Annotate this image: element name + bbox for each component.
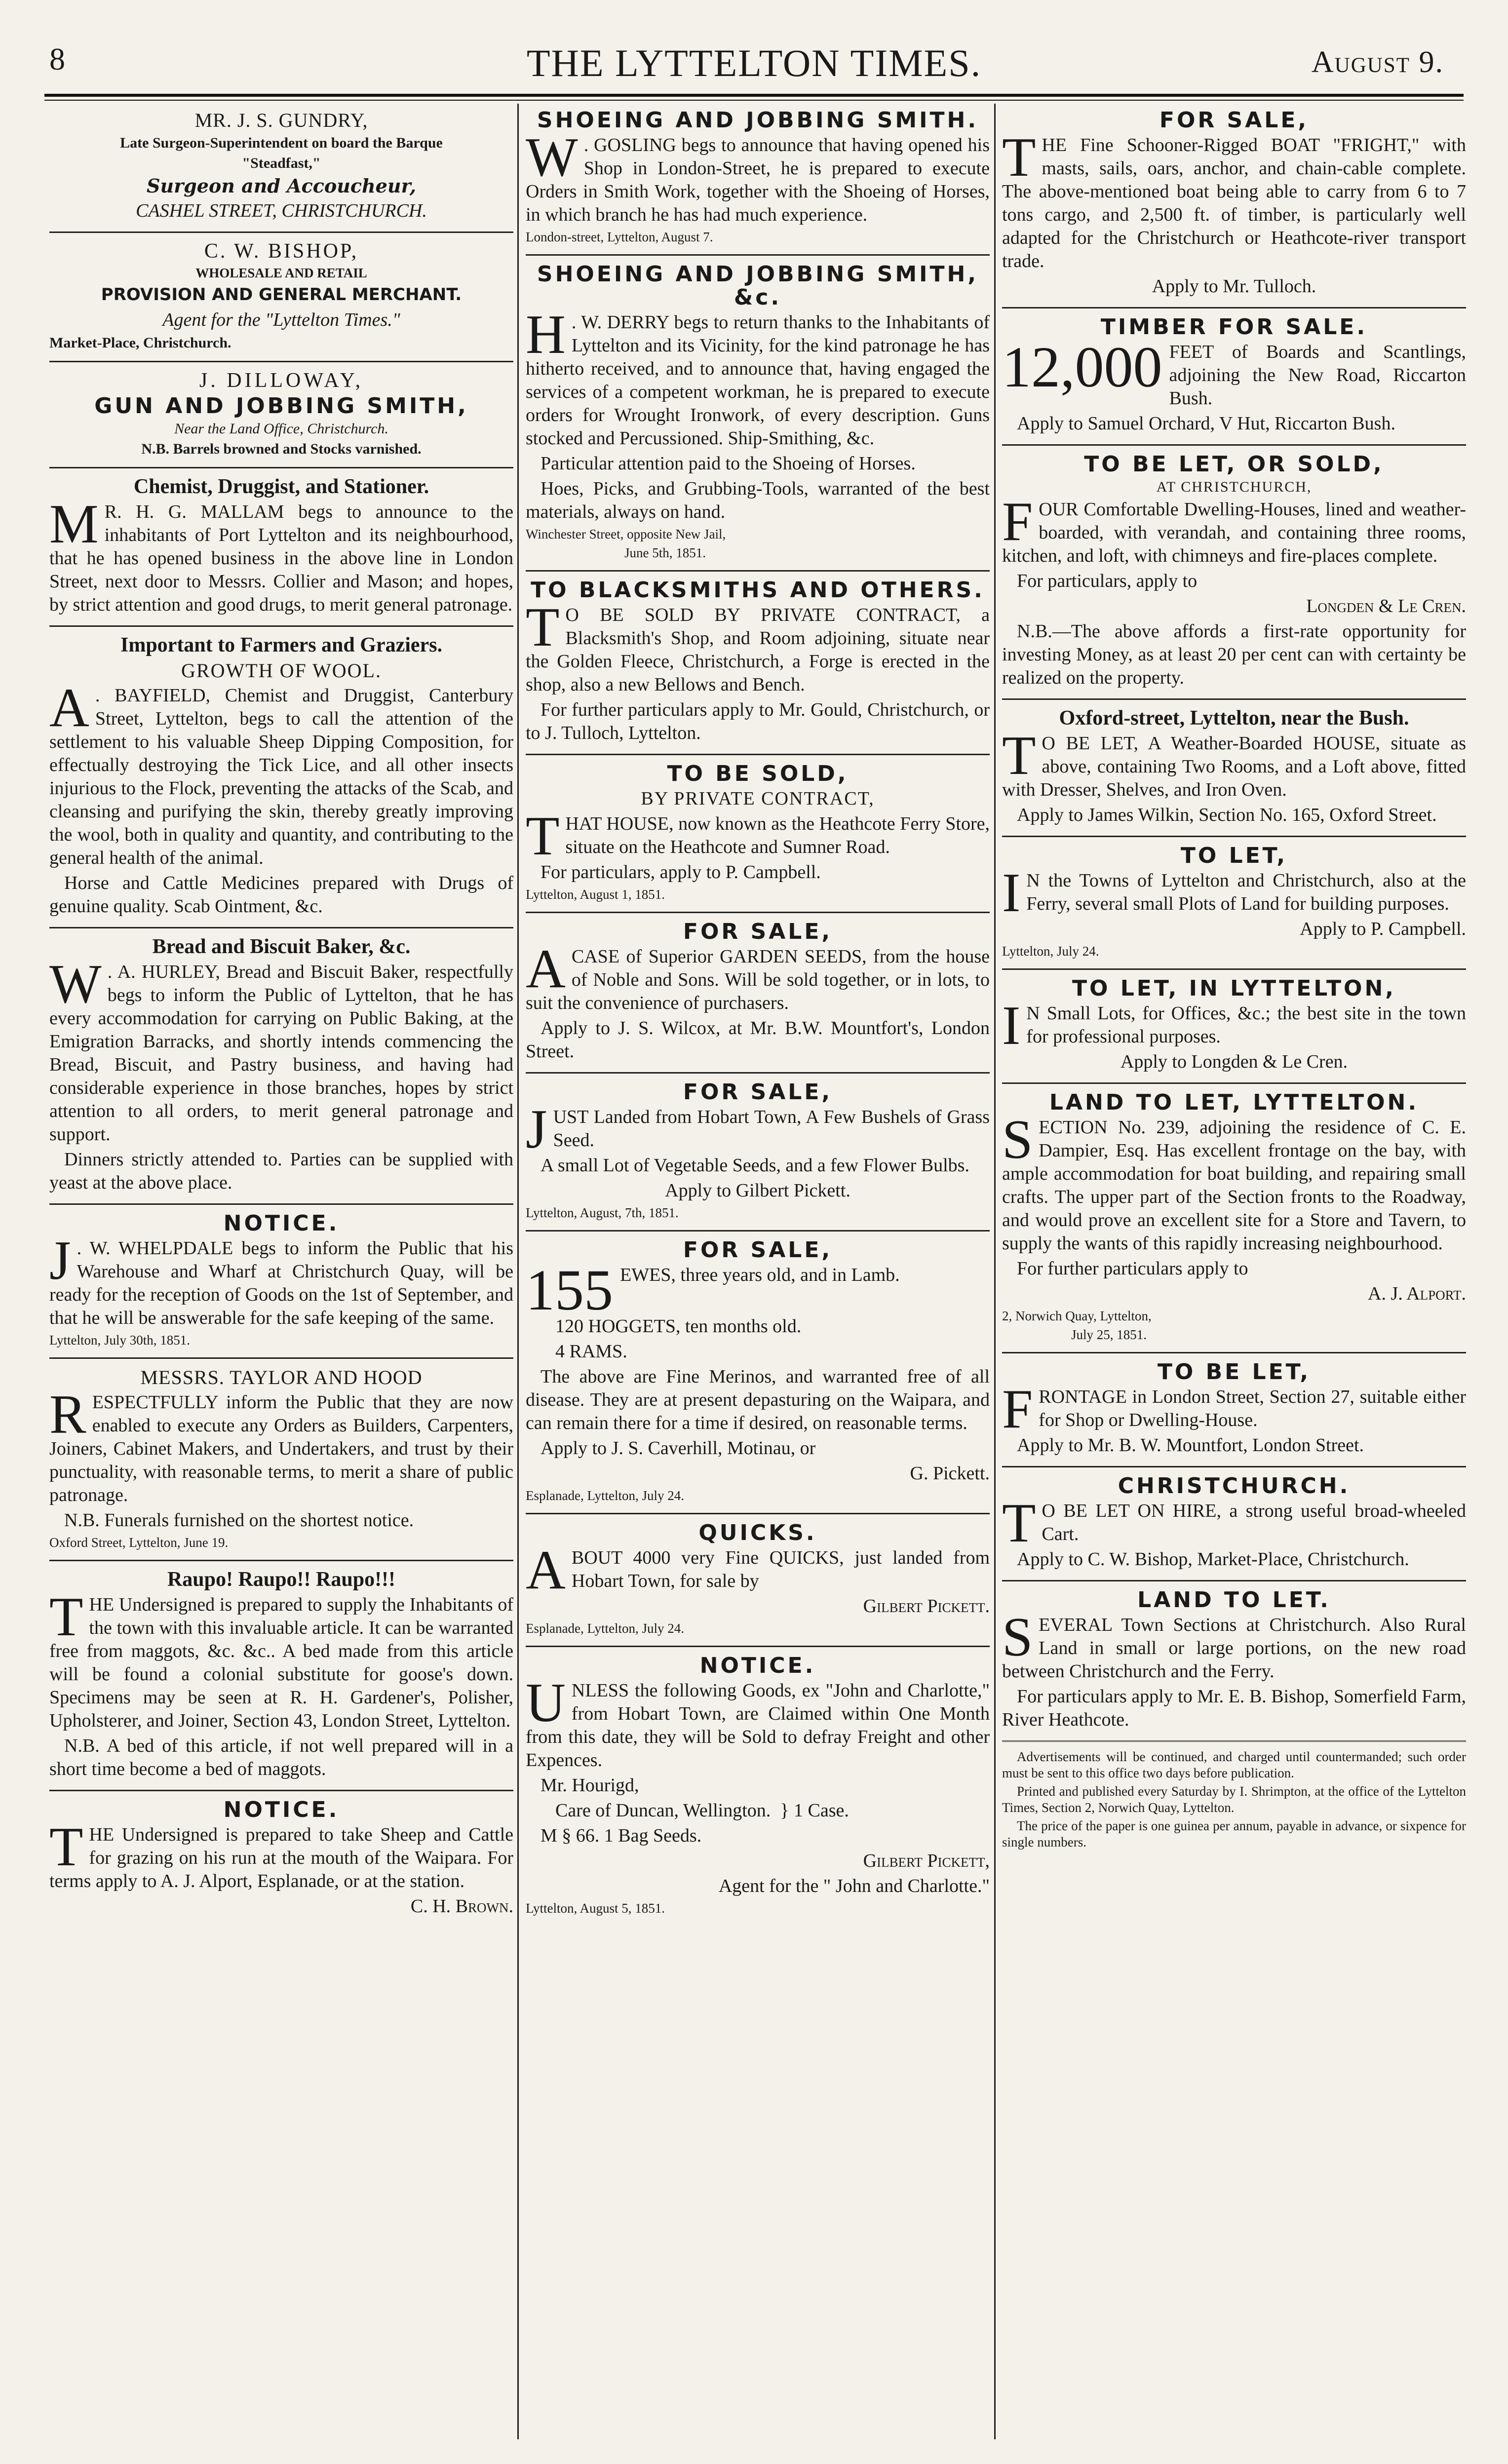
ad-plots: [1002, 844, 1466, 960]
drop-cap: A: [49, 677, 89, 738]
ad-body: UST Landed from Hobart Town, A Few Bushels of Grass Seed.: [553, 1107, 990, 1151]
ad-body: Mr. Hourigd,: [541, 1775, 639, 1796]
ad-heading: NOTICE.: [223, 1211, 340, 1236]
ad-line: Market-Place, Christchurch.: [49, 335, 232, 351]
divider: [526, 570, 990, 572]
drop-cap: T: [49, 1586, 83, 1648]
ad-dateline: Lyttelton, July 24.: [1002, 944, 1099, 959]
ad-body: Apply to C. W. Bishop, Market-Place, Christchurch.: [1017, 1549, 1409, 1570]
ad-body: For particulars apply to Mr. E. B. Bishop, Somerfield Farm, River Heathcote.: [1002, 1686, 1466, 1730]
divider: [526, 912, 990, 913]
ad-body: Apply to Samuel Orchard, V Hut, Riccarton Bush.: [1017, 413, 1395, 434]
ad-garden-seeds: [526, 920, 990, 1063]
ad-signature: C. H. Brown.: [410, 1896, 513, 1917]
ad-dwelling-houses: [1002, 453, 1466, 690]
ad-heading: LAND TO LET.: [1137, 1587, 1331, 1613]
ad-heading: GUN AND JOBBING SMITH,: [94, 393, 468, 419]
divider: [1002, 307, 1466, 308]
ad-signature: Agent for the " John and Charlotte.": [718, 1876, 990, 1896]
ad-frontage: [1002, 1360, 1466, 1457]
ad-body: NLESS the following Goods, ex "John and Charlotte," from Hobart Town, are Claimed within One Month from this date, they will be Sold to defray Freight and other Expences.: [526, 1680, 990, 1771]
ad-body: G. Pickett.: [910, 1463, 990, 1484]
drop-cap: F: [1002, 491, 1033, 552]
ad-body: N the Towns of Lyttelton and Christchurch, also at the Ferry, several small Plots of Land for building purposes.: [1026, 870, 1466, 914]
ad-unclaimed-goods: NOTICE. UNLESS the following Goods, ex "John and Charlotte," from Hobart Town, are Claimed within One Month from this date, they will be Sold to defray Freight and other Expences. Mr. Hourigd, Care of Duncan, Wellington. } 1 Case. M § 66. 1 Bag Seeds. Gilbert Pickett, Agent for the " John and Charlotte." Lyttelton, August 5, 1851.: [526, 1653, 990, 1916]
ad-bishop: [49, 240, 513, 352]
ad-body: HE Undersigned is prepared to supply the Inhabitants of the town with this invaluable article. It can be warranted free from maggots, &c. &c.. A bed made from this article will be found a colonial substitute for goose's down. Specimens may be seen at R. H. Gardener's, Polisher, Upholsterer, and Joiner, Section 43, London Street, Lyttelton.: [49, 1594, 513, 1731]
divider: [49, 467, 513, 468]
ad-body: Dinners strictly attended to. Parties can be supplied with yeast at the above place.: [49, 1149, 513, 1193]
divider: [49, 927, 513, 928]
drop-cap: T: [1002, 1493, 1036, 1554]
ad-ferry-store: [526, 762, 990, 903]
ad-brown: [49, 1798, 513, 1918]
ad-body: Apply to Mr. Tulloch.: [1152, 276, 1316, 297]
ad-heading: FOR SALE,: [683, 1237, 833, 1263]
imprint: [1002, 1749, 1466, 1850]
ad-body: ECTION No. 239, adjoining the residence of C. E. Dampier, Esq. Has excellent frontage on the bay, with ample accommodation for boat building, and repairing small crafts. The upper part of the Section fronts to the Roadway, and would prove an excellent site for a Store and Tavern, to supply the wants of this rapidly increasing neighbourhood.: [1002, 1117, 1466, 1254]
ad-subheading: AT CHRISTCHURCH,: [1156, 479, 1312, 495]
ad-whelpdale: [49, 1212, 513, 1348]
ad-chemist: [49, 475, 513, 616]
ad-line: CASHEL STREET, CHRISTCHURCH.: [136, 200, 427, 221]
big-number: 12,000: [1002, 335, 1162, 399]
ad-heading: Raupo! Raupo!! Raupo!!!: [167, 1568, 396, 1591]
ad-heading: NOTICE.: [699, 1653, 816, 1678]
ad-heading: FOR SALE,: [683, 1079, 833, 1105]
divider: [526, 1230, 990, 1232]
divider: [1002, 836, 1466, 837]
ad-line: Surgeon and Accoucheur,: [147, 175, 416, 197]
ad-gundry: [49, 109, 513, 223]
divider: [49, 1357, 513, 1359]
ad-body: N Small Lots, for Offices, &c.; the best site in the town for professional purposes.: [1026, 1003, 1466, 1047]
ad-bayfield: [49, 634, 513, 918]
ad-dateline: London-street, Lyttelton, August 7.: [526, 230, 713, 244]
ad-body: EVERAL Town Sections at Christchurch. Also Rural Land in small or large portions, on the new road between Christchurch and the Ferry.: [1002, 1615, 1466, 1682]
divider: [1002, 698, 1466, 700]
ad-heading: MESSRS. TAYLOR AND HOOD: [140, 1366, 423, 1388]
column-rule: [994, 104, 996, 2439]
ad-line: Late Surgeon-Superintendent on board the Barque: [120, 135, 443, 151]
ad-oxford-street: [1002, 707, 1466, 827]
divider: [526, 754, 990, 755]
ad-line: WHOLESALE AND RETAIL: [195, 266, 367, 280]
ad-heading: TO BLACKSMITHS AND OTHERS.: [531, 578, 985, 603]
ad-heading: J. DILLOWAY,: [199, 369, 364, 392]
drop-cap: A: [526, 1540, 566, 1601]
ad-signature: A. J. Alport.: [1368, 1283, 1466, 1304]
ad-heading: MR. J. S. GUNDRY,: [194, 109, 368, 131]
imprint-line: Printed and published every Saturday by I. Shrimpton, at the office of the Lyttelton Times, Section 2, Norwich Quay, Lyttelton.: [1002, 1784, 1466, 1815]
drop-cap: S: [1002, 1607, 1033, 1668]
ad-heading: FOR SALE,: [683, 919, 833, 944]
ad-body: FEET of Boards and Scantlings, adjoining the New Road, Riccarton Bush.: [1169, 342, 1466, 409]
ad-body: The above are Fine Merinos, and warranted free of all disease. They are at present depasturing on the Waipara, and can remain there for a time if desired, on reasonable terms.: [526, 1366, 990, 1433]
ad-body: O BE SOLD BY PRIVATE CONTRACT, a Blacksmith's Shop, and Room adjoining, situate near the Golden Fleece, Christchurch, a Forge is erected in the shop, also a new Bellows and Bench.: [526, 605, 990, 695]
ad-body: N.B. Funerals furnished on the shortest notice.: [64, 1510, 414, 1531]
ad-body: M § 66. 1 Bag Seeds.: [541, 1825, 702, 1846]
divider: [526, 1513, 990, 1514]
ad-heading: TO LET, IN LYTTELTON,: [1072, 976, 1396, 1001]
ad-heading: TO LET,: [1180, 843, 1288, 868]
ad-section-239: [1002, 1091, 1466, 1343]
ad-heading: C. W. BISHOP,: [204, 240, 359, 263]
ad-dateline: Esplanade, Lyttelton, July 24.: [526, 1488, 684, 1503]
ad-heading: TO BE LET, OR SOLD,: [1084, 452, 1384, 477]
ad-body: BOUT 4000 very Fine QUICKS, just landed from Hobart Town, for sale by: [571, 1547, 990, 1591]
ad-body: EWES, three years old, and in Lamb.: [620, 1265, 900, 1285]
ad-body: 4 RAMS.: [555, 1341, 627, 1362]
ad-subheading: BY PRIVATE CONTRACT,: [641, 788, 875, 809]
column-rule: [517, 104, 519, 2439]
drop-cap: I: [1002, 862, 1021, 924]
divider: [1002, 1352, 1466, 1353]
ad-line: PROVISION AND GENERAL MERCHANT.: [101, 285, 462, 305]
ad-body: O BE LET ON HIRE, a strong useful broad-wheeled Cart.: [1042, 1501, 1466, 1544]
ad-body: . GOSLING begs to announce that having opened his Shop in London-Street, he is prepared to execute Orders in Smith Work, together with the Shoeing of Horses, in which branch he has had much experience.: [526, 135, 990, 225]
divider: [1002, 1580, 1466, 1581]
ad-grass-seed: [526, 1080, 990, 1221]
ad-blacksmiths: [526, 578, 990, 745]
ad-line: N.B. Barrels browned and Stocks varnished.: [141, 441, 422, 457]
ad-body: Apply to Mr. B. W. Mountfort, London Street.: [1017, 1435, 1364, 1456]
ad-dateline: Lyttelton, August, 7th, 1851.: [526, 1205, 679, 1220]
ad-body: N.B. A bed of this article, if not well prepared will in a short time become a bed of maggots.: [49, 1735, 513, 1779]
ad-body: HAT HOUSE, now known as the Heathcote Ferry Store, situate on the Heathcote and Sumner Road.: [565, 813, 990, 857]
ad-dateline: Lyttelton, August 1, 1851.: [526, 887, 665, 902]
ad-body: . BAYFIELD, Chemist and Druggist, Canterbury Street, Lyttelton, begs to call the attention of the settlement to his valuable Sheep Dipping Composition, for effectually destroying the Tick Lice, and all other insects injurious to the Flock, preventing the attacks of the Scab, and cleansing and purifying the skin, thereby greatly improving the wool, both in quality and quantity, and contributing to the general health of the animal.: [49, 685, 513, 868]
column-2: [526, 109, 990, 2444]
divider: [49, 1203, 513, 1205]
divider: [526, 1072, 990, 1074]
ad-body: For further particulars apply to Mr. Gould, Christchurch, or to J. Tulloch, Lyttelton.: [526, 699, 990, 743]
ad-body: HE Fine Schooner-Rigged BOAT "FRIGHT," with masts, sails, oars, anchor, and chain-cable complete. The above-mentioned boat being able to carry from 6 to 7 tons cargo, and 2,500 ft. of timber, is particularly well adapted for the Christchurch or Heathcote-river transport trade.: [1002, 135, 1466, 271]
divider: [49, 361, 513, 362]
ad-heading: Important to Farmers and Graziers.: [120, 634, 443, 656]
ad-dateline: Winchester Street, opposite New Jail,: [526, 527, 726, 541]
ad-body: Apply to J. S. Wilcox, at Mr. B.W. Mountfort's, London Street.: [526, 1018, 990, 1062]
ad-hurley: [49, 935, 513, 1194]
ad-line: "Steadfast,": [242, 155, 321, 171]
divider: [526, 1646, 990, 1647]
ad-heading: FOR SALE,: [1159, 109, 1309, 133]
ad-dilloway: [49, 369, 513, 458]
ad-body: A small Lot of Vegetable Seeds, and a few Flower Bulbs.: [541, 1155, 969, 1176]
drop-cap: R: [49, 1384, 86, 1445]
masthead: [44, 27, 1464, 96]
ad-dateline: Oxford Street, Lyttelton, June 19.: [49, 1535, 229, 1550]
ad-heading: NOTICE.: [223, 1797, 340, 1822]
divider: [1002, 444, 1466, 446]
ad-gosling: [526, 109, 990, 245]
ad-heading: Oxford-street, Lyttelton, near the Bush.: [1059, 707, 1409, 730]
ad-dateline: 2, Norwich Quay, Lyttelton,: [1002, 1309, 1152, 1323]
divider: [526, 254, 990, 256]
ad-line: Near the Land Office, Christchurch.: [174, 421, 388, 437]
divider: [1002, 968, 1466, 970]
divider: [49, 625, 513, 627]
drop-cap: J: [49, 1230, 71, 1291]
ad-body: For particulars, apply to P. Campbell.: [541, 862, 821, 883]
ad-timber: [1002, 315, 1466, 435]
drop-cap: T: [49, 1816, 83, 1878]
ad-body: Particular attention paid to the Shoeing of Horses.: [541, 453, 916, 474]
ad-body: Apply to J. S. Caverhill, Motinau, or: [541, 1438, 816, 1459]
ad-body: 1 Case.: [794, 1800, 849, 1821]
ad-taylor-hood: [49, 1366, 513, 1551]
ad-signature: Gilbert Pickett,: [863, 1850, 990, 1871]
ad-dateline: Lyttelton, August 5, 1851.: [526, 1901, 665, 1916]
drop-cap: T: [526, 597, 560, 658]
ad-body: Apply to James Wilkin, Section No. 165, Oxford Street.: [1017, 805, 1437, 825]
drop-cap: I: [1002, 995, 1021, 1056]
big-number: 155: [526, 1258, 613, 1322]
ad-body: Apply to P. Campbell.: [1300, 919, 1466, 939]
ad-heading: Bread and Biscuit Baker, &c.: [152, 935, 411, 958]
ad-dateline: Lyttelton, July 30th, 1851.: [49, 1333, 191, 1348]
drop-cap: T: [1002, 725, 1036, 786]
ad-small-lots: [1002, 977, 1466, 1074]
divider: [49, 231, 513, 233]
issue-date: August 9.: [1311, 45, 1444, 79]
ad-body: O BE LET, A Weather-Boarded HOUSE, situate as above, containing Two Rooms, and a Loft above, fitted with Dresser, Shelves, and Iron Oven.: [1002, 733, 1466, 800]
ad-heading: SHOEING AND JOBBING SMITH.: [537, 109, 979, 133]
drop-cap: T: [526, 806, 560, 867]
imprint-line: Advertisements will be continued, and charged until countermanded; such order must be sent to this office two days before publication.: [1002, 1749, 1466, 1780]
ad-body: For further particulars apply to: [1017, 1258, 1248, 1279]
masthead-rule-thin: [44, 100, 1464, 101]
ad-heading: TO BE SOLD,: [667, 761, 849, 786]
ad-body: CASE of Superior GARDEN SEEDS, from the house of Noble and Sons. Will be sold together, or in lots, to suit the convenience of purchasers.: [526, 946, 990, 1013]
ad-body: . A. HURLEY, Bread and Biscuit Baker, respectfully begs to inform the Public of Lyttelton, that he has every accommodation for carrying on Public Baking, at the Emigration Barracks, and shortly intends commencing the Bread, Biscuit, and Pastry business, and having had considerable experience in those branches, hopes by strict attention to all orders, to merit general patronage and support.: [49, 962, 513, 1145]
ad-body: Apply to Longden & Le Cren.: [1120, 1051, 1348, 1072]
ad-raupo: [49, 1568, 513, 1781]
ad-body: RONTAGE in London Street, Section 27, suitable either for Shop or Dwelling-House.: [1039, 1386, 1466, 1430]
drop-cap: W: [49, 954, 102, 1015]
ad-body: R. H. G. MALLAM begs to announce to the inhabitants of Port Lyttelton and its neighbourhood, that he has opened business in the above line in London Street, next door to Messrs. Collier and Mason; and hopes, by strict attention and good drugs, to merit general patronage.: [49, 501, 513, 615]
column-1: [49, 109, 513, 2444]
ad-body: HE Undersigned is prepared to take Sheep and Cattle for grazing on his run at the mouth of the Waipara. For terms apply to A. J. Alport, Esplanade, or at the station.: [49, 1824, 513, 1891]
ad-boat: [1002, 109, 1466, 298]
drop-cap: H: [526, 304, 566, 365]
ad-heading: CHRISTCHURCH.: [1118, 1473, 1351, 1499]
drop-cap: J: [526, 1099, 547, 1160]
ad-body: . W. DERRY begs to return thanks to the Inhabitants of Lyttelton and its Vicinity, for the kind patronage he has hitherto received, and to announce that, having engaged the services of a competent workman, he is prepared to execute orders for Wrought Ironwork, of every description. Guns stocked and Percussioned. Ship-Smithing, &c.: [526, 312, 990, 449]
ad-body: OUR Comfortable Dwelling-Houses, lined and weather-boarded, with verandah, and containing three rooms, kitchen, and loft, with chimneys and fire-places complete.: [1002, 499, 1466, 566]
ad-ewes: [526, 1238, 990, 1504]
ad-derry: [526, 263, 990, 561]
divider: [49, 1790, 513, 1791]
ad-body: . W. WHELPDALE begs to inform the Public that his Warehouse and Wharf at Christchurch Quay, will be ready for the reception of Goods on the 1st of September, and that he will be answerable for the safe keeping of the same.: [49, 1238, 513, 1328]
drop-cap: U: [526, 1672, 566, 1733]
drop-cap: S: [1002, 1109, 1033, 1170]
ad-dateline: Esplanade, Lyttelton, July 24.: [526, 1621, 684, 1636]
column-3: [1002, 109, 1466, 2444]
ad-body: N.B.—The above affords a first-rate opportunity for investing Money, as at least 20 per cent can with certainty be realized on the property.: [1002, 621, 1466, 688]
ad-signature: Longden & Le Cren.: [1306, 596, 1466, 616]
ad-heading: Chemist, Druggist, and Stationer.: [133, 475, 429, 498]
ad-subheading: GROWTH OF WOOL.: [181, 659, 382, 682]
ad-dateline: June 5th, 1851.: [624, 545, 706, 560]
drop-cap: W: [526, 127, 578, 188]
ad-dateline: July 25, 1851.: [1071, 1327, 1147, 1342]
ad-quicks: [526, 1521, 990, 1637]
ad-heading: SHOEING AND JOBBING SMITH, &c.: [537, 262, 979, 310]
newspaper-title: THE LYTTELTON TIMES.: [526, 41, 982, 84]
ad-body: Hoes, Picks, and Grubbing-Tools, warranted of the best materials, always on hand.: [526, 478, 990, 522]
ad-cart: [1002, 1474, 1466, 1571]
ad-heading: LAND TO LET, LYTTELTON.: [1049, 1090, 1419, 1115]
divider: [1002, 1740, 1466, 1742]
ad-body: Care of Duncan, Wellington.: [555, 1800, 771, 1821]
ad-body: 120 HOGGETS, ten months old.: [555, 1316, 802, 1337]
masthead-rule: [44, 94, 1464, 97]
divider: [49, 1560, 513, 1561]
page-number: 8: [49, 41, 65, 77]
drop-cap: A: [526, 938, 566, 1000]
ad-heading: TO BE LET,: [1157, 1359, 1311, 1385]
ad-body: ESPECTFULLY inform the Public that they are now enabled to execute any Orders as Builders, Carpenters, Joiners, Cabinet Makers, and Undertakers, and trust by their punctuality, with reasonable terms, to merit a share of public patronage.: [49, 1392, 513, 1505]
divider: [1002, 1466, 1466, 1467]
drop-cap: M: [49, 494, 99, 555]
drop-cap: T: [1002, 127, 1036, 188]
ad-heading: QUICKS.: [698, 1520, 817, 1545]
ad-heading: TIMBER FOR SALE.: [1100, 314, 1368, 340]
ad-body: Apply to Gilbert Pickett.: [665, 1180, 851, 1201]
ad-body: For particulars, apply to: [1017, 571, 1198, 591]
ad-signature: Gilbert Pickett.: [863, 1596, 990, 1617]
imprint-line: The price of the paper is one guinea per annum, payable in advance, or sixpence for single numbers.: [1002, 1818, 1466, 1849]
ad-town-sections: [1002, 1588, 1466, 1732]
ad-line: Agent for the "Lyttelton Times.": [162, 309, 400, 330]
ad-body: Horse and Cattle Medicines prepared with Drugs of genuine quality. Scab Ointment, &c.: [49, 873, 513, 917]
divider: [1002, 1082, 1466, 1084]
drop-cap: F: [1002, 1379, 1033, 1440]
